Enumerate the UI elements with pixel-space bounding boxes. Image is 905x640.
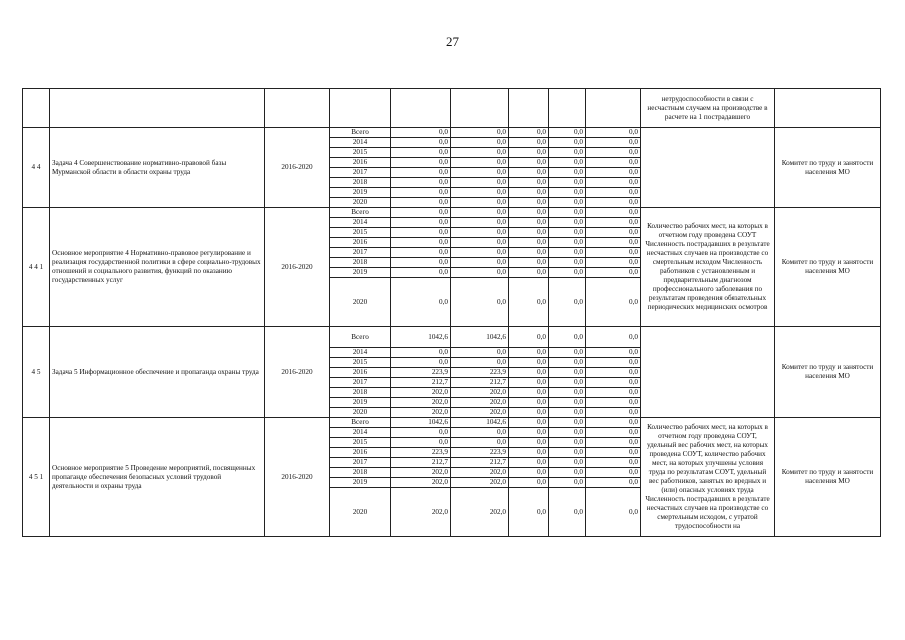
year-label: 2019: [330, 398, 391, 408]
value-cell: 0,0: [549, 358, 586, 368]
value-cell: 0,0: [586, 168, 641, 178]
row-period: 2016-2020: [265, 208, 330, 327]
year-label: 2014: [330, 428, 391, 438]
value-cell: 0,0: [549, 327, 586, 348]
value-cell: 0,0: [451, 228, 509, 238]
value-cell: 0,0: [509, 488, 549, 537]
value-cell: 0,0: [509, 348, 549, 358]
value-cell: 0,0: [451, 438, 509, 448]
value-cell: 0,0: [509, 168, 549, 178]
year-label: 2015: [330, 228, 391, 238]
value-cell: 0,0: [549, 218, 586, 228]
value-cell: 0,0: [391, 168, 451, 178]
value-cell: 0,0: [549, 188, 586, 198]
year-label: 2020: [330, 488, 391, 537]
value-cell: 0,0: [586, 418, 641, 428]
cont-executor-cell: [775, 89, 881, 128]
value-cell: 0,0: [586, 248, 641, 258]
value-cell: 0,0: [549, 158, 586, 168]
value-cell: 0,0: [509, 378, 549, 388]
year-label: 2018: [330, 258, 391, 268]
row-name: Задача 4 Совершенствование нормативно-правовой базы Мурманской области в области охраны труда: [50, 128, 265, 208]
value-cell: 0,0: [549, 258, 586, 268]
value-cell: 1042,6: [451, 327, 509, 348]
cont-val-cell: [509, 89, 549, 128]
value-cell: 0,0: [509, 148, 549, 158]
value-cell: 0,0: [586, 208, 641, 218]
row-number: 4 4 1: [23, 208, 50, 327]
value-cell: 0,0: [451, 148, 509, 158]
value-cell: 0,0: [509, 158, 549, 168]
value-cell: 0,0: [509, 218, 549, 228]
row-name: Основное мероприятие 5 Проведение мероприятий, посвященных пропаганде обеспечения безопасных условий трудовой деятельности и охраны труда: [50, 418, 265, 537]
value-cell: 0,0: [509, 188, 549, 198]
row-number: 4 5: [23, 327, 50, 418]
year-label: 2020: [330, 278, 391, 327]
year-label: Всего: [330, 327, 391, 348]
value-cell: 0,0: [549, 278, 586, 327]
year-label: 2019: [330, 478, 391, 488]
value-cell: 223,9: [451, 448, 509, 458]
value-cell: 0,0: [586, 358, 641, 368]
year-label: 2020: [330, 408, 391, 418]
year-label: 2016: [330, 368, 391, 378]
value-cell: 0,0: [509, 278, 549, 327]
value-cell: 1042,6: [451, 418, 509, 428]
value-cell: 0,0: [586, 218, 641, 228]
value-cell: 0,0: [391, 198, 451, 208]
table-row: [23, 208, 881, 218]
value-cell: 0,0: [586, 198, 641, 208]
indicator-cell: Количество рабочих мест, на которых в отчетном году проведена СОУТ, удельный вес рабочих мест, на которых проведена СОУТ, количество рабочих мест, на которых улучшены условия труда по результатам СОУТ, удельный вес работников, занятых во вредных и (или) опасных условиях труда Численность пострадавших в результате несчастных случаев на производстве со смертельным исходом, с утратой трудоспособности на: [641, 418, 775, 537]
value-cell: 0,0: [549, 388, 586, 398]
value-cell: 0,0: [586, 448, 641, 458]
value-cell: 0,0: [509, 128, 549, 138]
continuation-row: [23, 89, 881, 128]
cont-num-cell: [23, 89, 50, 128]
value-cell: 0,0: [391, 158, 451, 168]
table-row: [23, 327, 881, 348]
value-cell: 0,0: [549, 408, 586, 418]
year-label: 2014: [330, 218, 391, 228]
cont-name-cell: [50, 89, 265, 128]
value-cell: 202,0: [451, 468, 509, 478]
year-label: 2018: [330, 468, 391, 478]
year-label: Всего: [330, 128, 391, 138]
executor-cell: Комитет по труду и занятости населения МО: [775, 208, 881, 327]
value-cell: 0,0: [509, 178, 549, 188]
indicator-cell: Количество рабочих мест, на которых в отчетном году проведена СОУТ Численность пострадавших в результате несчастных случаев на производстве со смертельным исходом Численность работников с установленным и предварительным диагнозом профессионального заболевания по результатам проведения обязательных периодических медицинских осмотров: [641, 208, 775, 327]
value-cell: 0,0: [451, 278, 509, 327]
value-cell: 0,0: [586, 468, 641, 478]
value-cell: 0,0: [451, 138, 509, 148]
value-cell: 0,0: [549, 488, 586, 537]
value-cell: 0,0: [509, 448, 549, 458]
year-label: 2019: [330, 188, 391, 198]
value-cell: 0,0: [549, 348, 586, 358]
value-cell: 0,0: [586, 258, 641, 268]
value-cell: 0,0: [391, 248, 451, 258]
year-label: Всего: [330, 418, 391, 428]
value-cell: 0,0: [509, 398, 549, 408]
value-cell: 0,0: [549, 238, 586, 248]
value-cell: 0,0: [549, 378, 586, 388]
value-cell: 223,9: [451, 368, 509, 378]
value-cell: 0,0: [451, 268, 509, 278]
value-cell: 0,0: [451, 168, 509, 178]
value-cell: 0,0: [509, 478, 549, 488]
value-cell: 0,0: [391, 208, 451, 218]
value-cell: 0,0: [549, 458, 586, 468]
value-cell: 0,0: [391, 238, 451, 248]
value-cell: 0,0: [509, 258, 549, 268]
year-label: 2015: [330, 358, 391, 368]
value-cell: 0,0: [549, 138, 586, 148]
value-cell: 0,0: [549, 428, 586, 438]
value-cell: 0,0: [391, 438, 451, 448]
value-cell: 0,0: [451, 158, 509, 168]
value-cell: 0,0: [451, 248, 509, 258]
value-cell: 0,0: [509, 138, 549, 148]
value-cell: 202,0: [391, 388, 451, 398]
value-cell: 0,0: [549, 398, 586, 408]
row-name: Задача 5 Информационное обеспечение и пропаганда охраны труда: [50, 327, 265, 418]
executor-cell: Комитет по труду и занятости населения МО: [775, 327, 881, 418]
value-cell: 212,7: [391, 458, 451, 468]
value-cell: 0,0: [391, 428, 451, 438]
value-cell: 0,0: [509, 418, 549, 428]
cont-val-cell: [586, 89, 641, 128]
value-cell: 0,0: [549, 468, 586, 478]
value-cell: 202,0: [451, 388, 509, 398]
cont-val-cell: [549, 89, 586, 128]
value-cell: 0,0: [586, 408, 641, 418]
value-cell: 0,0: [391, 268, 451, 278]
cont-year-cell: [330, 89, 391, 128]
value-cell: 202,0: [391, 398, 451, 408]
value-cell: 223,9: [391, 368, 451, 378]
value-cell: 202,0: [451, 488, 509, 537]
value-cell: 212,7: [451, 378, 509, 388]
value-cell: 223,9: [391, 448, 451, 458]
year-label: 2014: [330, 348, 391, 358]
value-cell: 0,0: [391, 178, 451, 188]
value-cell: 0,0: [451, 218, 509, 228]
value-cell: 0,0: [549, 148, 586, 158]
year-label: 2016: [330, 158, 391, 168]
year-label: 2015: [330, 148, 391, 158]
row-number: 4 4: [23, 128, 50, 208]
value-cell: 212,7: [451, 458, 509, 468]
value-cell: 0,0: [391, 258, 451, 268]
value-cell: 0,0: [451, 188, 509, 198]
value-cell: 0,0: [586, 148, 641, 158]
value-cell: 0,0: [391, 138, 451, 148]
value-cell: 202,0: [451, 398, 509, 408]
indicator-cell: [641, 327, 775, 418]
value-cell: 0,0: [586, 478, 641, 488]
value-cell: 0,0: [451, 358, 509, 368]
page-number: 27: [446, 34, 459, 49]
value-cell: 0,0: [509, 368, 549, 378]
row-period: 2016-2020: [265, 327, 330, 418]
value-cell: 0,0: [549, 248, 586, 258]
value-cell: 0,0: [509, 238, 549, 248]
value-cell: 202,0: [391, 408, 451, 418]
value-cell: 0,0: [509, 388, 549, 398]
value-cell: 0,0: [509, 428, 549, 438]
year-label: 2018: [330, 178, 391, 188]
value-cell: 0,0: [549, 228, 586, 238]
value-cell: 0,0: [586, 188, 641, 198]
value-cell: 0,0: [586, 488, 641, 537]
value-cell: 0,0: [549, 208, 586, 218]
value-cell: 0,0: [549, 438, 586, 448]
value-cell: 0,0: [451, 348, 509, 358]
value-cell: 0,0: [451, 238, 509, 248]
cont-val-cell: [451, 89, 509, 128]
value-cell: 0,0: [509, 248, 549, 258]
value-cell: 0,0: [586, 348, 641, 358]
value-cell: 0,0: [549, 418, 586, 428]
value-cell: 0,0: [549, 268, 586, 278]
value-cell: 0,0: [549, 368, 586, 378]
value-cell: 0,0: [451, 128, 509, 138]
table-row: [23, 418, 881, 428]
value-cell: 202,0: [391, 478, 451, 488]
value-cell: 0,0: [509, 458, 549, 468]
value-cell: 0,0: [509, 408, 549, 418]
program-table: [22, 88, 881, 537]
value-cell: 0,0: [549, 478, 586, 488]
value-cell: 0,0: [391, 358, 451, 368]
cont-period-cell: [265, 89, 330, 128]
value-cell: 0,0: [549, 178, 586, 188]
value-cell: 0,0: [586, 438, 641, 448]
year-label: 2016: [330, 448, 391, 458]
value-cell: 0,0: [391, 128, 451, 138]
value-cell: 0,0: [451, 198, 509, 208]
year-label: 2020: [330, 198, 391, 208]
value-cell: 202,0: [391, 488, 451, 537]
value-cell: 0,0: [509, 268, 549, 278]
year-label: Всего: [330, 208, 391, 218]
year-label: 2017: [330, 248, 391, 258]
value-cell: 0,0: [391, 148, 451, 158]
value-cell: 212,7: [391, 378, 451, 388]
value-cell: 0,0: [391, 278, 451, 327]
value-cell: 0,0: [391, 218, 451, 228]
executor-cell: Комитет по труду и занятости населения МО: [775, 128, 881, 208]
executor-cell: Комитет по труду и занятости населения МО: [775, 418, 881, 537]
indicator-cell: [641, 128, 775, 208]
value-cell: 0,0: [509, 228, 549, 238]
value-cell: 0,0: [586, 238, 641, 248]
year-label: 2014: [330, 138, 391, 148]
cont-indicator-cell: нетрудоспособности в связи с несчастным случаем на производстве в расчете на 1 пострадавшего: [641, 89, 775, 128]
value-cell: 0,0: [451, 258, 509, 268]
value-cell: 0,0: [586, 278, 641, 327]
year-label: 2018: [330, 388, 391, 398]
year-label: 2017: [330, 378, 391, 388]
value-cell: 0,0: [451, 178, 509, 188]
value-cell: 0,0: [586, 158, 641, 168]
value-cell: 0,0: [586, 368, 641, 378]
year-label: 2019: [330, 268, 391, 278]
value-cell: 202,0: [451, 478, 509, 488]
value-cell: 0,0: [586, 378, 641, 388]
value-cell: 202,0: [451, 408, 509, 418]
value-cell: 0,0: [509, 198, 549, 208]
value-cell: 0,0: [586, 228, 641, 238]
year-label: 2016: [330, 238, 391, 248]
value-cell: 0,0: [509, 468, 549, 478]
value-cell: 1042,6: [391, 327, 451, 348]
table-row: [23, 128, 881, 138]
value-cell: 0,0: [451, 428, 509, 438]
value-cell: 0,0: [391, 188, 451, 198]
value-cell: 0,0: [586, 398, 641, 408]
value-cell: 202,0: [391, 468, 451, 478]
value-cell: 0,0: [586, 128, 641, 138]
value-cell: 0,0: [586, 327, 641, 348]
row-number: 4 5 1: [23, 418, 50, 537]
value-cell: 0,0: [549, 168, 586, 178]
value-cell: 0,0: [509, 327, 549, 348]
year-label: 2017: [330, 458, 391, 468]
value-cell: 0,0: [549, 198, 586, 208]
value-cell: 0,0: [586, 388, 641, 398]
value-cell: 0,0: [509, 208, 549, 218]
value-cell: 0,0: [586, 138, 641, 148]
value-cell: 0,0: [549, 128, 586, 138]
row-period: 2016-2020: [265, 128, 330, 208]
value-cell: 0,0: [509, 438, 549, 448]
value-cell: 0,0: [586, 268, 641, 278]
value-cell: 0,0: [586, 428, 641, 438]
value-cell: 0,0: [391, 348, 451, 358]
value-cell: 0,0: [586, 458, 641, 468]
value-cell: 0,0: [549, 448, 586, 458]
year-label: 2015: [330, 438, 391, 448]
value-cell: 0,0: [509, 358, 549, 368]
value-cell: 0,0: [391, 228, 451, 238]
row-name: Основное мероприятие 4 Нормативно-правовое регулирование и реализация государственной политики в сфере социально-трудовых отношений и социального развития, функций по оказанию государственных услуг: [50, 208, 265, 327]
year-label: 2017: [330, 168, 391, 178]
value-cell: 0,0: [451, 208, 509, 218]
value-cell: 1042,6: [391, 418, 451, 428]
cont-val-cell: [391, 89, 451, 128]
value-cell: 0,0: [586, 178, 641, 188]
row-period: 2016-2020: [265, 418, 330, 537]
